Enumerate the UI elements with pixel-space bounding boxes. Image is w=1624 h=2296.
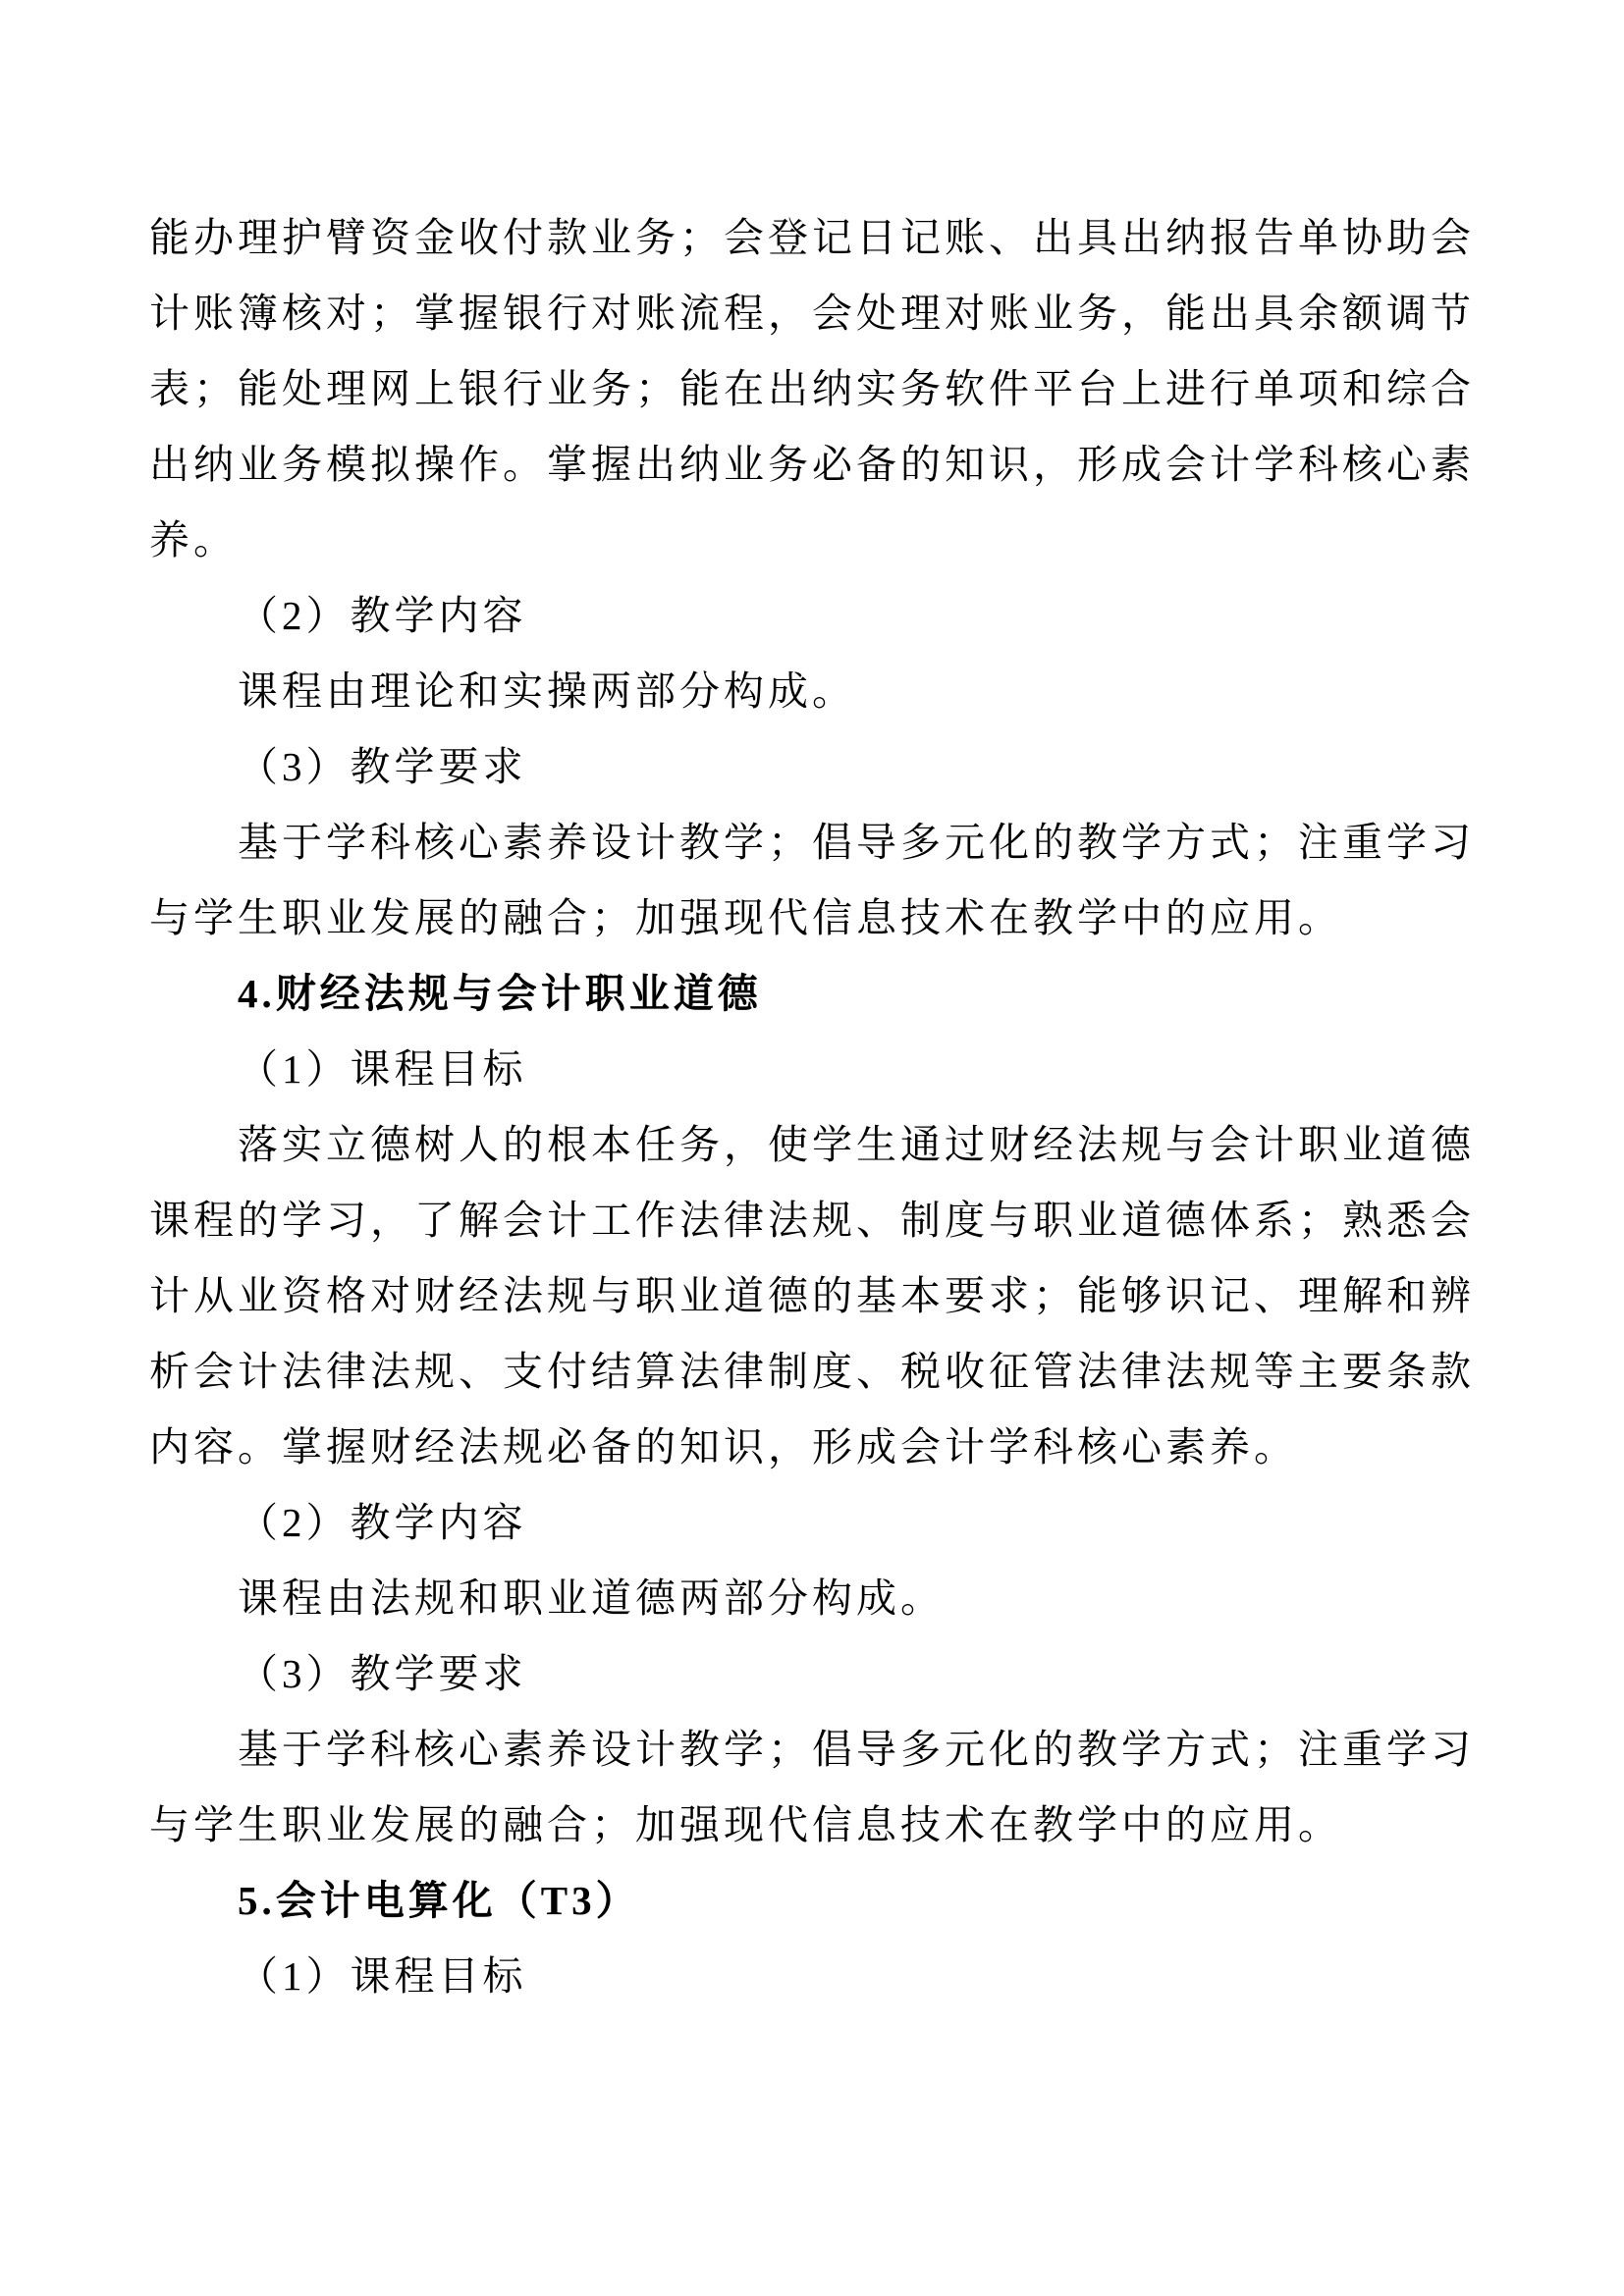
para-cashier-skills-continued: 能办理护臂资金收付款业务；会登记日记账、出具出纳报告单协助会计账簿核对；掌握银行对账流程，会处理对账业务，能出具余额调节表；能处理网上银行业务；能在出纳实务软件平台上进行单项和综合出纳业务模拟操作。掌握出纳业务必备的知识，形成会计学科核心素养。 [149,215,1475,562]
label-teaching-content-course4: （2）教学内容 [238,1500,527,1545]
para-course-objectives-detail-course4: 落实立德树人的根本任务，使学生通过财经法规与会计职业道德课程的学习，了解会计工作法律法规、制度与职业道德体系；熟悉会计从业资格对财经法规与职业道德的基本要求；能够识记、理解和辨析会计法律法规、支付结算法律制度、税收征管法律法规等主要条款内容。掌握财经法规必备的知识，形成会计学科核心素养。 [149,1122,1475,1469]
label-teaching-requirements-section3: （3）教学要求 [238,744,527,789]
para-course-composition-theory-practice: 课程由理论和实操两部分构成。 [238,668,856,714]
para-teaching-requirements-detail-course4: 基于学科核心素养设计教学；倡导多元化的教学方式；注重学习与学生职业发展的融合；加强现代信息技术在教学中的应用。 [149,1727,1475,1847]
label-teaching-requirements-course4: （3）教学要求 [238,1651,527,1696]
document-text-block [149,200,1475,2014]
para-course-composition-regulations-ethics: 课程由法规和职业道德两部分构成。 [238,1575,945,1621]
label-teaching-content-section3: （2）教学内容 [238,593,527,638]
label-course-objectives-course5: （1）课程目标 [238,1953,527,1999]
label-course-objectives-course4: （1）课程目标 [238,1046,527,1092]
heading-course5-computerized-accounting: 5.会计电算化（T3） [238,1878,640,1923]
para-teaching-requirements-detail-section3: 基于学科核心素养设计教学；倡导多元化的教学方式；注重学习与学生职业发展的融合；加强现代信息技术在教学中的应用。 [149,820,1475,940]
heading-course4-finance-regulations-ethics: 4.财经法规与会计职业道德 [238,971,762,1016]
